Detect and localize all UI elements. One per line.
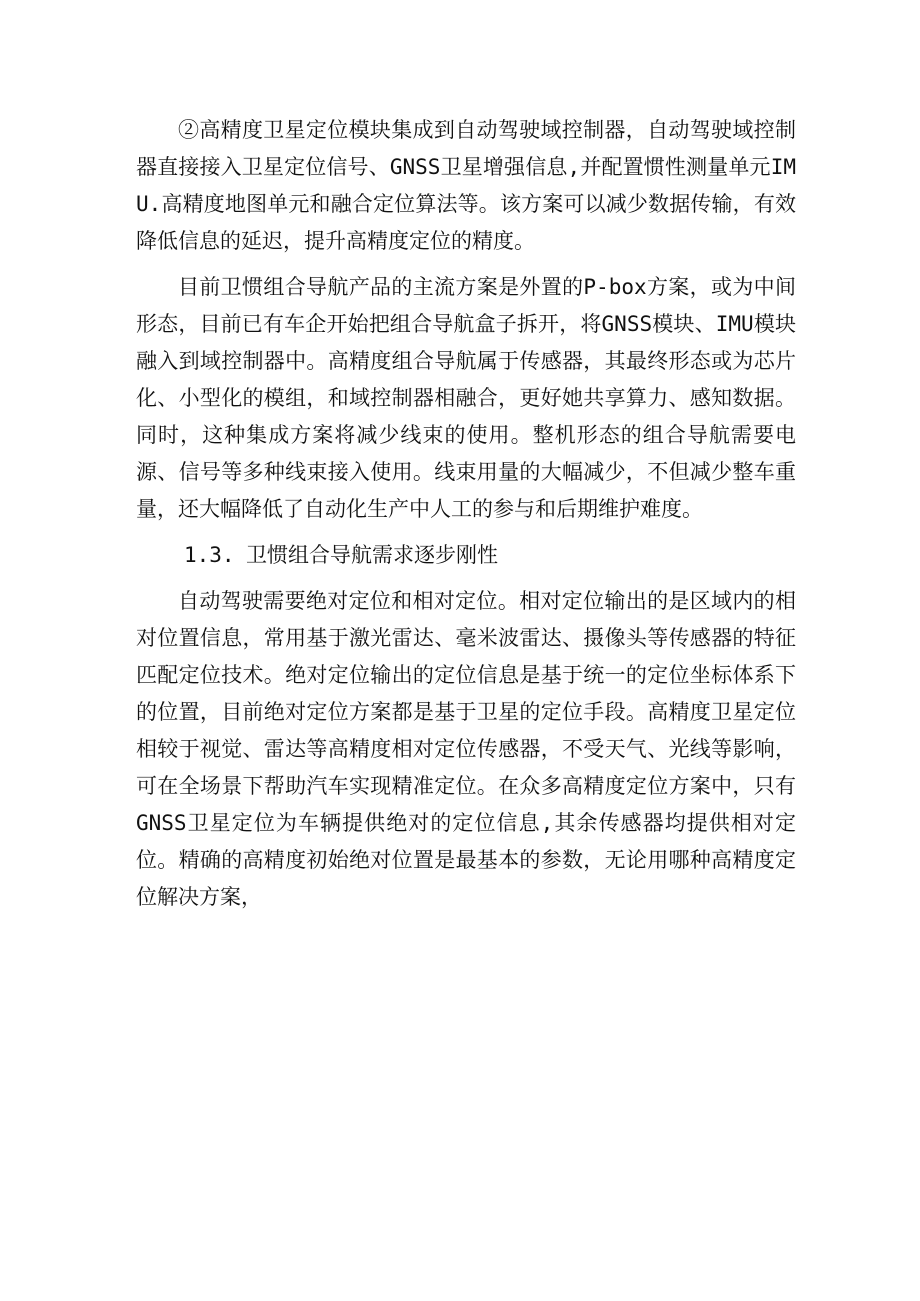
paragraph-positioning-types: 自动驾驶需要绝对定位和相对定位。相对定位输出的是区域内的相对位置信息，常用基于激光雷达、毫米波雷达、摄像头等传感器的特征匹配定位技术。绝对定位输出的定位信息是基于统一的定位坐标体系下的位置，目前绝对定位方案都是基于卫星的定位手段。高精度卫星定位相较于视觉、雷达等高精度相对定位传感器，不受天气、光线等影响，可在全场景下帮助汽车实现精准定位。在众多高精度定位方案中，只有GNSS卫星定位为车辆提供绝对的定位信息,其余传感器均提供相对定位。精确的高精度初始绝对位置是最基本的参数，无论用哪种高精度定位解决方案，	[136, 589, 796, 909]
paragraph-integration-scheme: ②高精度卫星定位模块集成到自动驾驶域控制器，自动驾驶域控制器直接接入卫星定位信号、GNSS卫星增强信息,并配置惯性测量单元IMU.高精度地图单元和融合定位算法等。该方案可以减少数据传输，有效降低信息的延迟，提升高精度定位的精度。	[136, 118, 796, 253]
section-number: 1.3.	[184, 543, 235, 567]
section-title: 卫惯组合导航需求逐步刚性	[246, 543, 498, 567]
document-body	[136, 112, 796, 925]
section-heading	[136, 537, 796, 574]
paragraph-mainstream-scheme: 目前卫惯组合导航产品的主流方案是外置的P-box方案，或为中间形态，目前已有车企开始把组合导航盒子拆开，将GNSS模块、IMU模块融入到域控制器中。高精度组合导航属于传感器，其最终形态或为芯片化、小型化的模组，和域控制器相融合，更好她共享算力、感知数据。同时，这种集成方案将减少线束的使用。整机形态的组合导航需要电源、信号等多种线束接入使用。线束用量的大幅减少，不但减少整车重量，还大幅降低了自动化生产中人工的参与和后期维护难度。	[136, 275, 796, 521]
